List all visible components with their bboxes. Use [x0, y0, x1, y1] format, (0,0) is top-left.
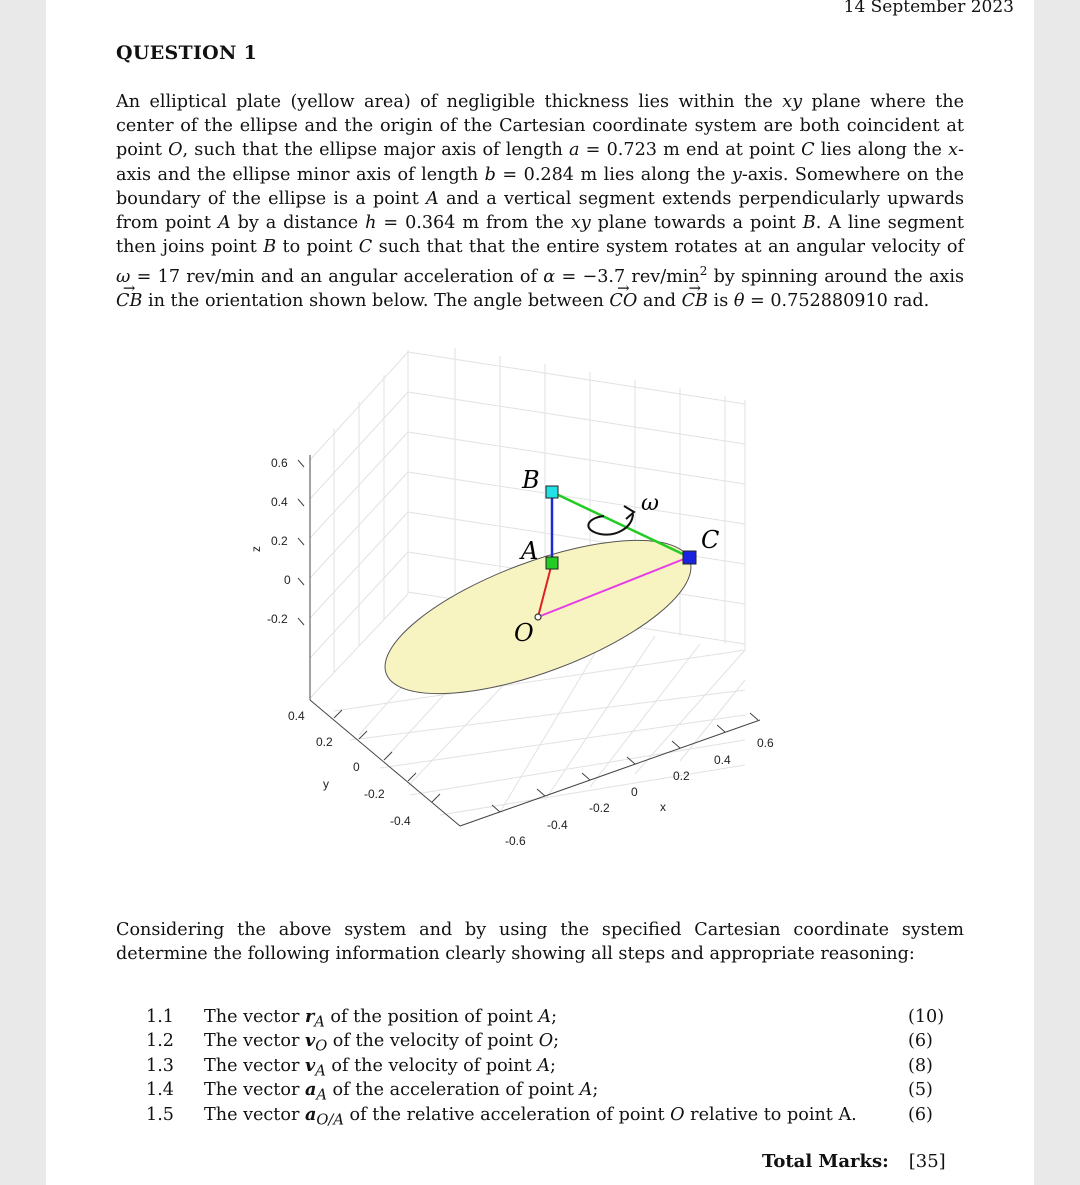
y-axis-label: y [323, 777, 329, 791]
point-O-marker [535, 614, 541, 620]
marks: (10) [908, 1007, 945, 1027]
marks: (6) [908, 1031, 933, 1052]
task-item: 1.5 The vector $a_{O/A}$ of the relative acceleration of point O relative to point A. (6) [146, 1103, 933, 1129]
question-title: QUESTION 1 [116, 42, 258, 64]
vector-CB-2: → CB [682, 289, 708, 313]
x-tick-label: -0.4 [547, 818, 568, 832]
task-item: 1.2 The vector $v_O$ of the velocity of point O; (6) [146, 1030, 933, 1055]
task-item: 1.3 The vector $v_A$ of the velocity of point A; (8) [146, 1054, 933, 1080]
document-page [46, 0, 1034, 1185]
system-figure [46, 330, 1034, 870]
date-header: 14 September 2023 [843, 0, 1014, 17]
x-tick-label: 0.6 [757, 736, 774, 750]
z-tick-label: 0.6 [271, 456, 288, 470]
marks: (5) [908, 1080, 933, 1101]
y-tick-label: 0.2 [316, 735, 333, 749]
point-B-marker [546, 486, 558, 498]
z-axis-label: z [249, 546, 263, 552]
z-tick-label: -0.2 [267, 612, 288, 626]
z-tick-label: 0 [284, 573, 291, 587]
x-tick-label: 0.4 [714, 753, 731, 767]
x-tick-label: 0.2 [673, 769, 690, 783]
problem-statement: An elliptical plate (yellow area) of negligible thickness lies within the xy plane where the center of the ellipse and the origin of the Cartesian coordinate system are both coincident at point O, such that the ellipse major axis of length a = 0.723 m end at point C lies along the x-axis and the ellipse minor axis of length b = 0.284 m lies along the y-axis. Somewhere on the boundary of the ellipse is a point A and a vertical segment extends perpendicularly upwards from point A by a distance h = 0.364 m from the xy plane towards a point B. A line segment then joins point B to point C such that that the entire system rotates at an angular velocity of ω = 17 rev/min and an angular acceleration of α = −3.7 rev/$\min^2$ by spinning around the axis → CB in the orientation shown below. The angle between → CO and → CB is θ = 0.752880910 rad. [116, 90, 964, 314]
task-list [146, 1005, 946, 1127]
label-B: B [522, 466, 540, 494]
y-tick-label: -0.4 [390, 814, 411, 828]
vector-CB: → CB [116, 289, 142, 313]
label-O: O [514, 619, 534, 647]
label-A: A [521, 537, 539, 565]
task-item: 1.1 The vector $r_A$ of the position of point A; (10) [146, 1006, 945, 1031]
rotation-arrow-icon [588, 514, 633, 535]
y-tick-label: 0.4 [288, 709, 305, 723]
total-marks: Total Marks: [35] [762, 1151, 946, 1172]
z-tick-label: 0.4 [271, 495, 288, 509]
point-A-marker [546, 557, 558, 569]
x-tick-label: -0.6 [505, 834, 526, 848]
label-C: C [701, 526, 720, 554]
task-item: 1.4 The vector $a_A$ of the acceleration of point A; (5) [146, 1079, 933, 1104]
marks: (8) [908, 1055, 933, 1076]
label-omega: ω [641, 491, 659, 516]
y-tick-label: 0 [353, 760, 360, 774]
x-axis-label: x [660, 800, 666, 814]
instructions-paragraph: Considering the above system and by using the specified Cartesian coordinate system determine the following information clearly showing all steps and appropriate reasoning: [116, 920, 964, 965]
vector-CO: → CO [609, 289, 637, 313]
y-tick-label: -0.2 [364, 787, 385, 801]
z-tick-label: 0.2 [271, 534, 288, 548]
marks: (6) [908, 1104, 933, 1125]
x-tick-label: 0 [631, 785, 638, 799]
x-tick-label: -0.2 [589, 801, 610, 815]
point-C-marker [683, 551, 696, 564]
